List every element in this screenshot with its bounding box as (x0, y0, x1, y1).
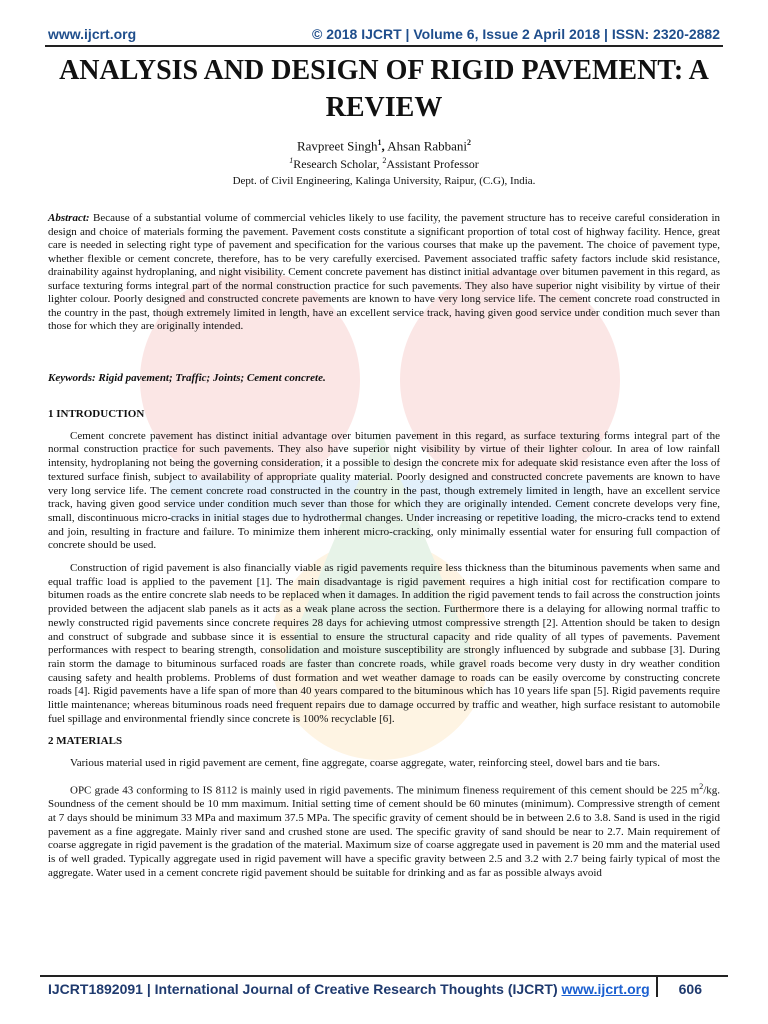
footer-url-link[interactable]: www.ijcrt.org (561, 981, 650, 997)
paragraph: Construction of rigid pavement is also financially viable as rigid pavements require less thickness than the bituminous pavements when same and equal traffic load is applied to the pavement [1]. The main disadvantage is rigid pavement requires a high initial cost for rectification compare to bitumen roads as the entire concrete slab needs to be replaced when it damages. In addition the rigid pavement tends to fail across the construction joints provided between the adjacent slab panels as it acts as a weak plane across the section. Furthermore there is a delaying for allowing normal traffic to newly constructed rigid pavements since concrete requires 28 days for achieving utmost compressive strength [2]. Attention should be taken to design and construct of subgrade and subbase since it is essential to ensure the structural capacity and ride quality of all types of pavements. Pavement performances with respect to bearing strength, consolidation and moisture susceptibility are strongly influenced by subgrade and subbase [3]. During rain storm the damage to bituminous surfaced roads are faster than concrete roads, while gravel roads become very dusty in dry weather condition causing safety and health problems. Problems of dust formation and wet weather damage to roads can be easily overcome by constructing concrete roads [4]. Rigid pavements have a life span of more than 40 years compared to the bituminous which has 10 years life span [5]. Rigid pavements require little maintenance; whereas bituminous roads need frequent repairs due to damage occurred by traffic and weather, high surface resistant to automobile fuel spillage and environmental friendly since concrete is 100% recyclable [6]. (48, 562, 721, 725)
role-text: Research Scholar, (293, 157, 380, 171)
section-heading-materials: 2 MATERIALS (48, 735, 123, 748)
role-text: Assistant Professor (386, 157, 479, 171)
header-divider (45, 45, 723, 47)
abstract (48, 212, 720, 334)
abstract-text: Because of a substantial volume of commercial vehicles likely to use facility, the pavement structure has to receive careful consideration in design and choice of materials forming the pavement. Pavement costs constitute a significant proportion of total cost of highway facility. Hence, great care is needed in selecting right type of pavement and specification for the various courses that make up the pavement. The choice of pavement type, whether flexible or cement concrete, therefore, has to be very carefully exercised. Pavement associated traffic safety factors include skid resistance, drainability against hydroplaning, and night visibility. Cement concrete pavement has distinct initial advantage over bitumen pavement in this regard, as surface texturing forms integral part of the normal construction practice for such pavements. They also have superior night visibility by virtue of their lighter colour. Poorly designed and constructed concrete pavements are known to have very long service life. The cement concrete road constructed in the country in the past, though extremely limited in length, have an excellent service track, having given good service under condition much sever than those for which they are originally intended. (48, 212, 720, 332)
paper-title: ANALYSIS AND DESIGN OF RIGID PAVEMENT: A REVIEW (59, 55, 709, 123)
role-mark: 2 (382, 156, 387, 165)
paper-body (48, 408, 720, 889)
author-line: Ravpreet Singh$^1$, Ahsan Rabbani$^2$ (296, 138, 472, 154)
footer: IJCRT1892091 | International Journal of Creative Research Thoughts (IJCRT) www.ijcrt.org 606 (48, 981, 720, 997)
section-heading-introduction: 1 INTRODUCTION (48, 408, 145, 420)
paragraph-text: OPC grade 43 conforming to IS 8112 is mainly used in rigid pavements. The minimum fineness requirement of this cement should be 225 m (70, 784, 700, 797)
author-name: Ravpreet Singh (296, 138, 378, 154)
abstract-label: Abstract: (48, 212, 90, 224)
role-mark: 1 (289, 156, 294, 165)
page-number: 606 (678, 981, 702, 997)
superscript: 2 (699, 781, 704, 791)
header-journal-info: © 2018 IJCRT | Volume 6, Issue 2 April 2018 | ISSN: 2320-2882 (311, 26, 720, 42)
footer-separator (656, 977, 658, 997)
paragraph: Various material used in rigid pavement are cement, fine aggregate, coarse aggregate, water, reinforcing steel, dowel bars and tie bars. (70, 757, 660, 770)
footer-divider (40, 975, 728, 977)
paper-id: IJCRT1892091 (48, 981, 143, 997)
author-affiliation-mark: 2 (467, 138, 472, 147)
paragraph-text: /kg. Soundness of the cement should be 10 mm maximum. Initial setting time of cement should be 60 minutes (minimum). Compressive strength of cement at 7 days should be minimum 33 MPa and maximum 37.5 MPa. The specific gravity of cement should be in between 2.6 to 3.8. Sand is used in the rigid pavement as a fine aggregate. Mainly river sand and crushed stone are used. The specific gravity of sand should be near to 2.7. Main requirement of coarse aggregate in rigid pavement is the gradation of the material. Maximum size of coarse aggregate used in pavement is 20 mm and the material used is of well graded. Typically aggregate used in rigid pavement will have a specific gravity between 2.5 and 3.2 with 2.7 being fairly typical of most the aggregate. Water used in a cement concrete rigid pavement should be suitable for drinking and as far as possible always avoid (48, 784, 720, 879)
keywords: Keywords: Rigid pavement; Traffic; Joints; Cement concrete. (48, 372, 326, 384)
author-affiliation-mark: 1 (377, 138, 382, 147)
header-site[interactable]: www.ijcrt.org (48, 26, 137, 42)
paragraph (48, 780, 720, 881)
department-affiliation: Dept. of Civil Engineering, Kalinga University, Raipur, (C.G), India. (232, 175, 536, 187)
author-roles (45, 156, 723, 172)
journal-name: International Journal of Creative Research Thoughts (IJCRT) (154, 981, 558, 997)
author-name: Ahsan Rabbani (387, 138, 468, 154)
paragraph: Cement concrete pavement has distinct initial advantage over bitumen pavement in this regard, as surface texturing forms integral part of the normal construction practice for such pavements. They also have superior night visibility by virtue of their lighter colour. In area of low rainfall intensity, hydroplaning not being the governing consideration, it a possible to design the concrete mix for adequate skid resistance even after the loss of textured surface finish, subject to availability of appropriate quality material. Poorly designed and constructed concrete pavements are known to have very long service life. The cement concrete road constructed in the country in the past, though extremely limited in length, have an excellent service track, having given good service under condition much sever than those for which they are originally intended. Cement concrete develops very fine, small, discontinuous micro-cracks in initial stages due to hydrothermal changes. Under increasing or repetitive loading, the micro-cracks tend to extend and join, resulting in fracture and failure. To minimize them inherent micro-cracking, only minimally essential water for ensuring full compaction of concrete should be used. (48, 429, 720, 552)
